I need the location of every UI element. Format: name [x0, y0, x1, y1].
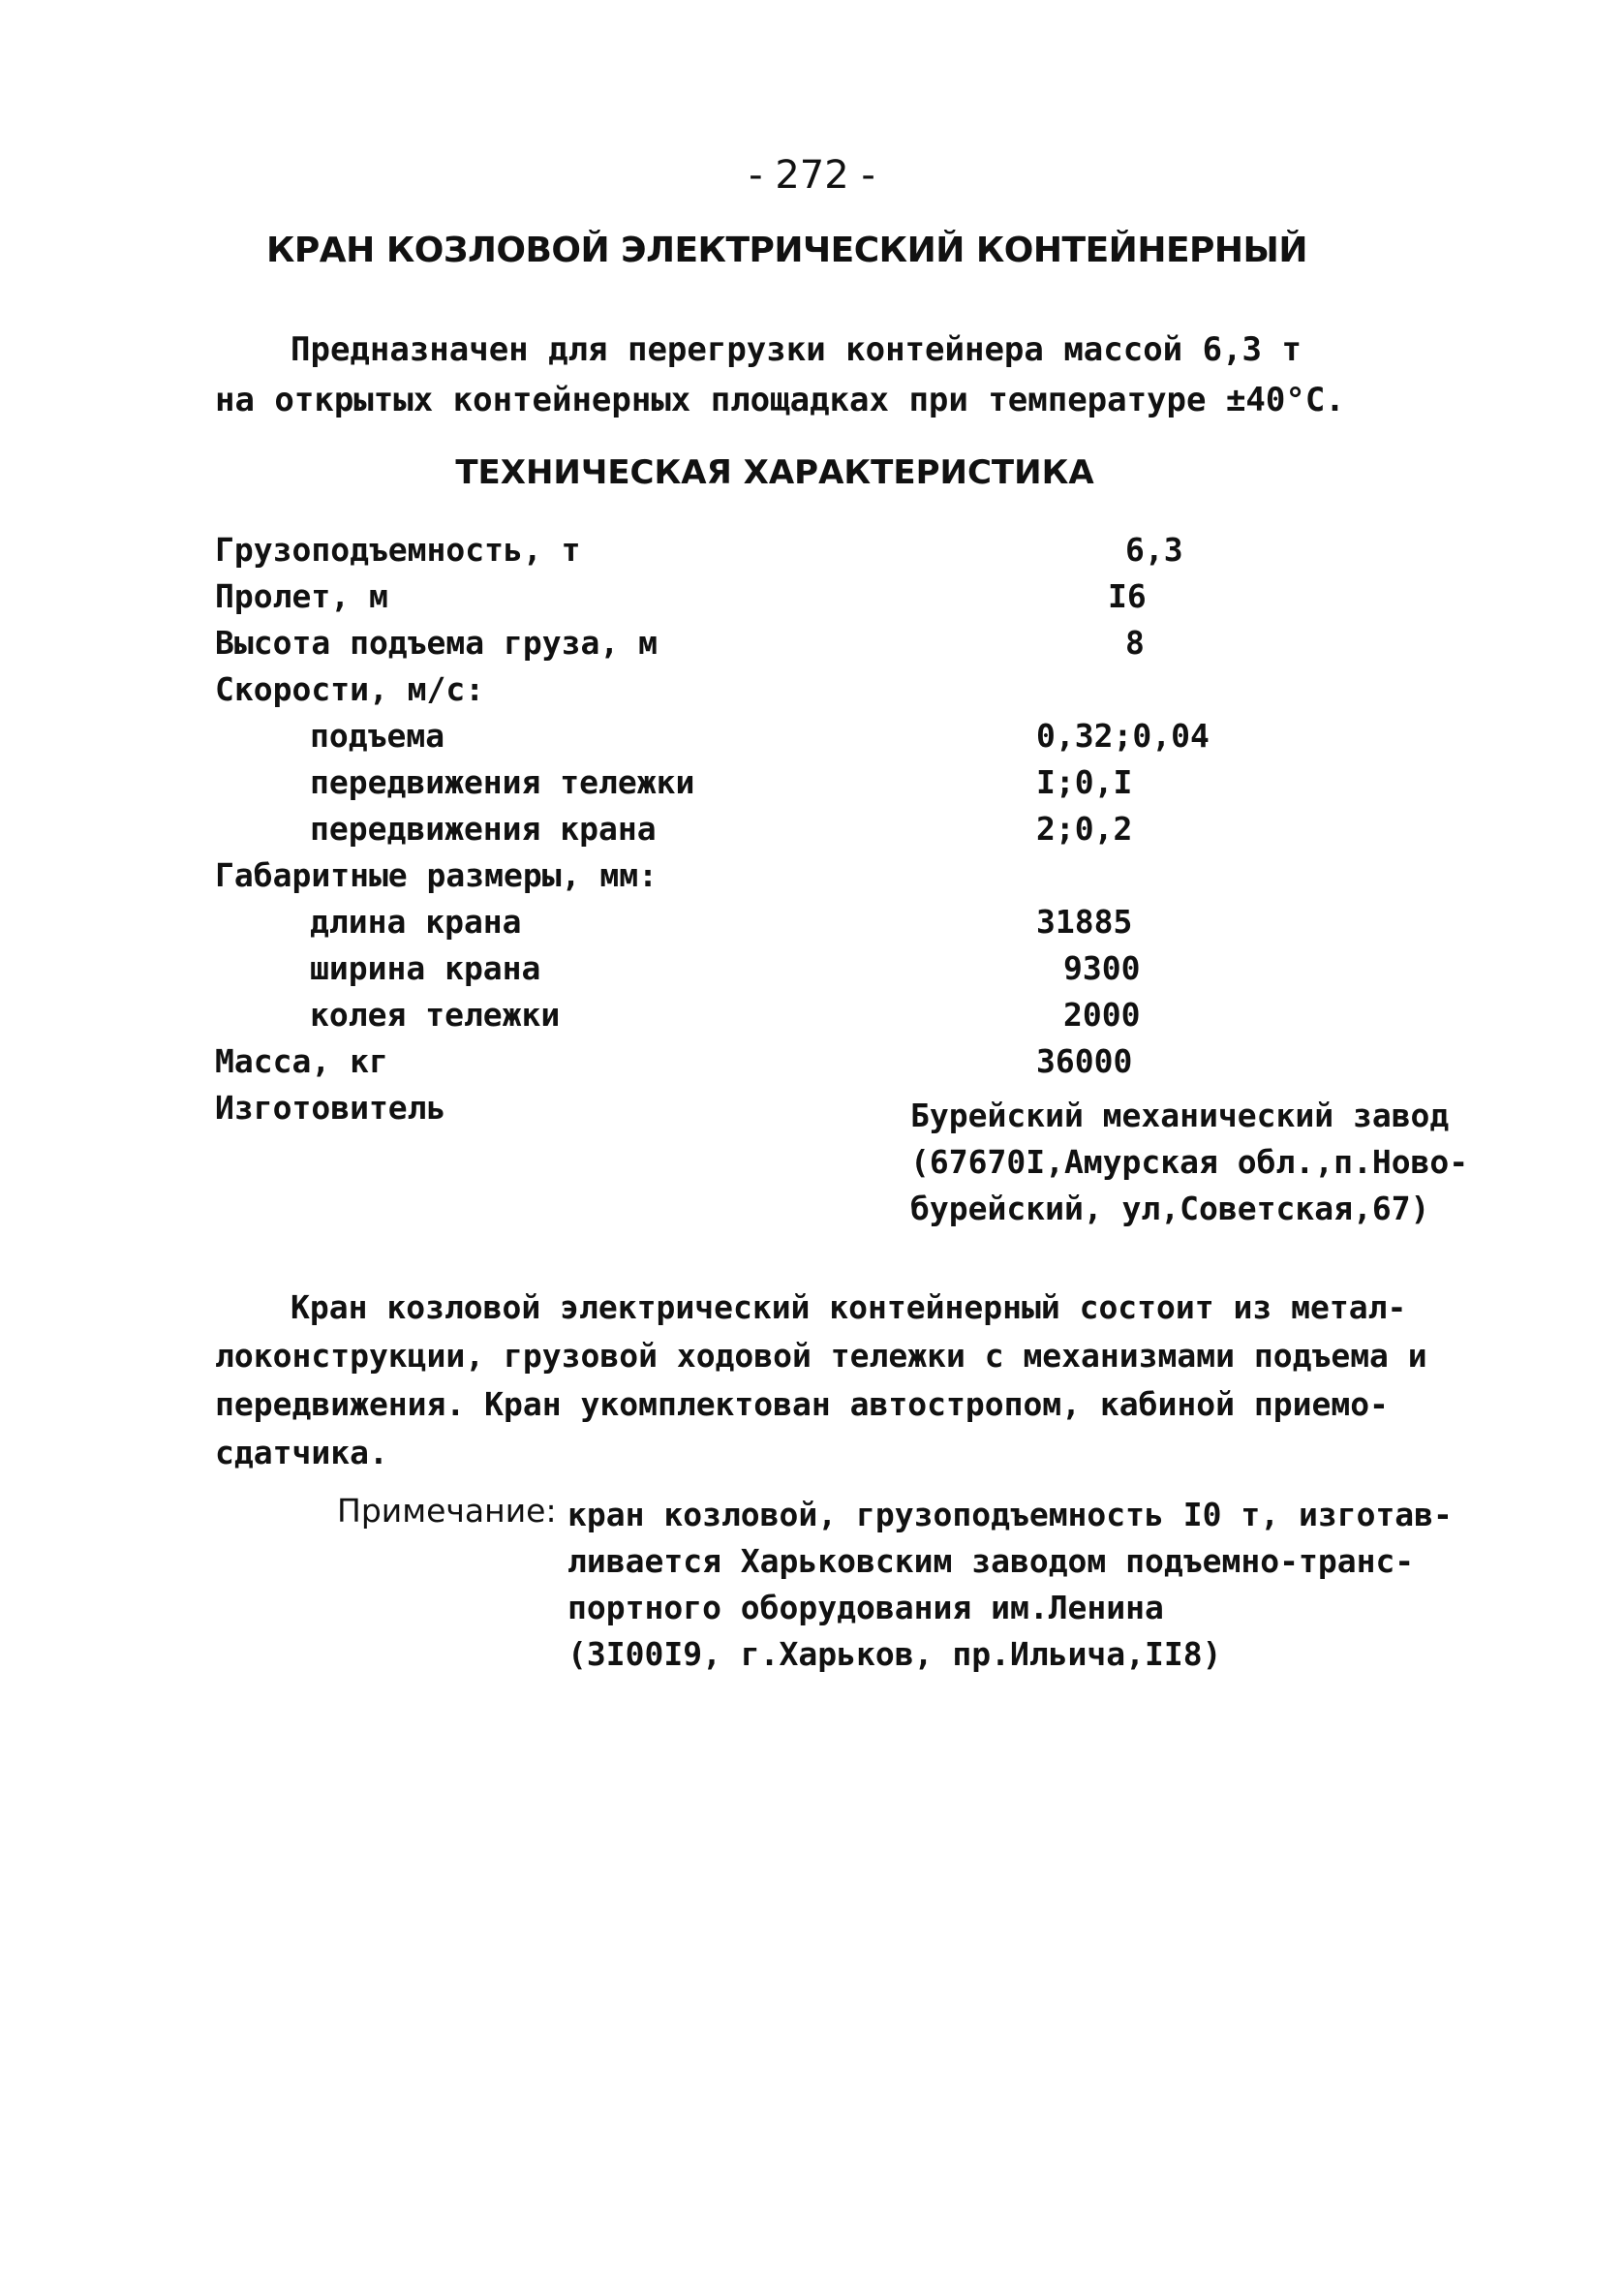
spec-row — [215, 670, 1493, 717]
spec-label: Изготовитель — [215, 1089, 446, 1127]
description-line-3: передвижения. Кран укомплектован автостропом, кабиной приемо- — [215, 1385, 1389, 1423]
manufacturer-line-1: Бурейский механический завод — [910, 1097, 1450, 1134]
spec-row — [215, 624, 1493, 670]
spec-row — [215, 856, 1493, 903]
spec-row — [215, 949, 1493, 996]
spec-row — [215, 531, 1493, 577]
manufacturer-line-3: бурейский, ул,Советская,67) — [910, 1190, 1430, 1227]
document-title: КРАН КОЗЛОВОЙ ЭЛЕКТРИЧЕСКИЙ КОНТЕЙНЕРНЫЙ — [266, 231, 1307, 270]
spec-value: I;0,I — [1036, 763, 1133, 801]
spec-value: 8 — [1125, 624, 1145, 662]
spec-label: Грузоподъемность, т — [215, 531, 581, 569]
page-number: - 272 - — [749, 153, 875, 198]
spec-row — [215, 810, 1493, 856]
spec-table — [215, 531, 1493, 1135]
spec-value: 36000 — [1036, 1042, 1133, 1080]
spec-row — [215, 996, 1493, 1042]
spec-value: 2000 — [1063, 996, 1141, 1034]
spec-group-label: Скорости, м/с: — [215, 670, 485, 708]
spec-value: I6 — [1108, 577, 1147, 615]
spec-label: подъема — [310, 717, 445, 755]
spec-label: передвижения крана — [310, 810, 657, 848]
manufacturer-line-2: (67670I,Амурская обл.,п.Ново- — [910, 1143, 1469, 1181]
spec-label: длина крана — [310, 903, 522, 941]
spec-value: 0,32;0,04 — [1036, 717, 1210, 755]
note-line-1: кран козловой, грузоподъемность I0 т, изготав- — [567, 1496, 1453, 1533]
spec-value: 6,3 — [1125, 531, 1183, 569]
spec-label: колея тележки — [310, 996, 561, 1034]
note-label: Примечание: — [337, 1492, 557, 1530]
spec-row — [215, 1042, 1493, 1089]
spec-label: Масса, кг — [215, 1042, 388, 1080]
spec-label: передвижения тележки — [310, 763, 695, 801]
note-text — [567, 1492, 1453, 1678]
spec-value: 9300 — [1063, 949, 1141, 987]
description-line-2: локонструкции, грузовой ходовой тележки с механизмами подъема и — [215, 1337, 1427, 1375]
purpose-line-2: на открытых контейнерных площадках при температуре ±40°C. — [215, 381, 1345, 419]
spec-group-label: Габаритные размеры, мм: — [215, 856, 658, 894]
spec-label: ширина крана — [310, 949, 541, 987]
spec-heading: ТЕХНИЧЕСКАЯ ХАРАКТЕРИСТИКА — [455, 453, 1094, 492]
manufacturer-value — [910, 1093, 1468, 1232]
note-line-2: ливается Харьковским заводом подъемно-транс- — [567, 1542, 1415, 1580]
note-line-3: портного оборудования им.Ленина — [567, 1589, 1164, 1626]
spec-label: Пролет, м — [215, 577, 388, 615]
description-paragraph — [215, 1284, 1427, 1477]
description-line-1: Кран козловой электрический контейнерный состоит из метал- — [291, 1288, 1407, 1326]
spec-row — [215, 577, 1493, 624]
description-line-4: сдатчика. — [215, 1434, 388, 1471]
spec-label: Высота подъема груза, м — [215, 624, 658, 662]
spec-value: 31885 — [1036, 903, 1133, 941]
spec-row — [215, 717, 1493, 763]
purpose-line-1: Предназначен для перегрузки контейнера массой 6,3 т — [291, 330, 1302, 369]
note-line-4: (3I00I9, г.Харьков, пр.Ильича,II8) — [567, 1635, 1222, 1673]
spec-row — [215, 903, 1493, 949]
spec-row — [215, 763, 1493, 810]
purpose-paragraph — [215, 325, 1345, 425]
spec-value: 2;0,2 — [1036, 810, 1133, 848]
